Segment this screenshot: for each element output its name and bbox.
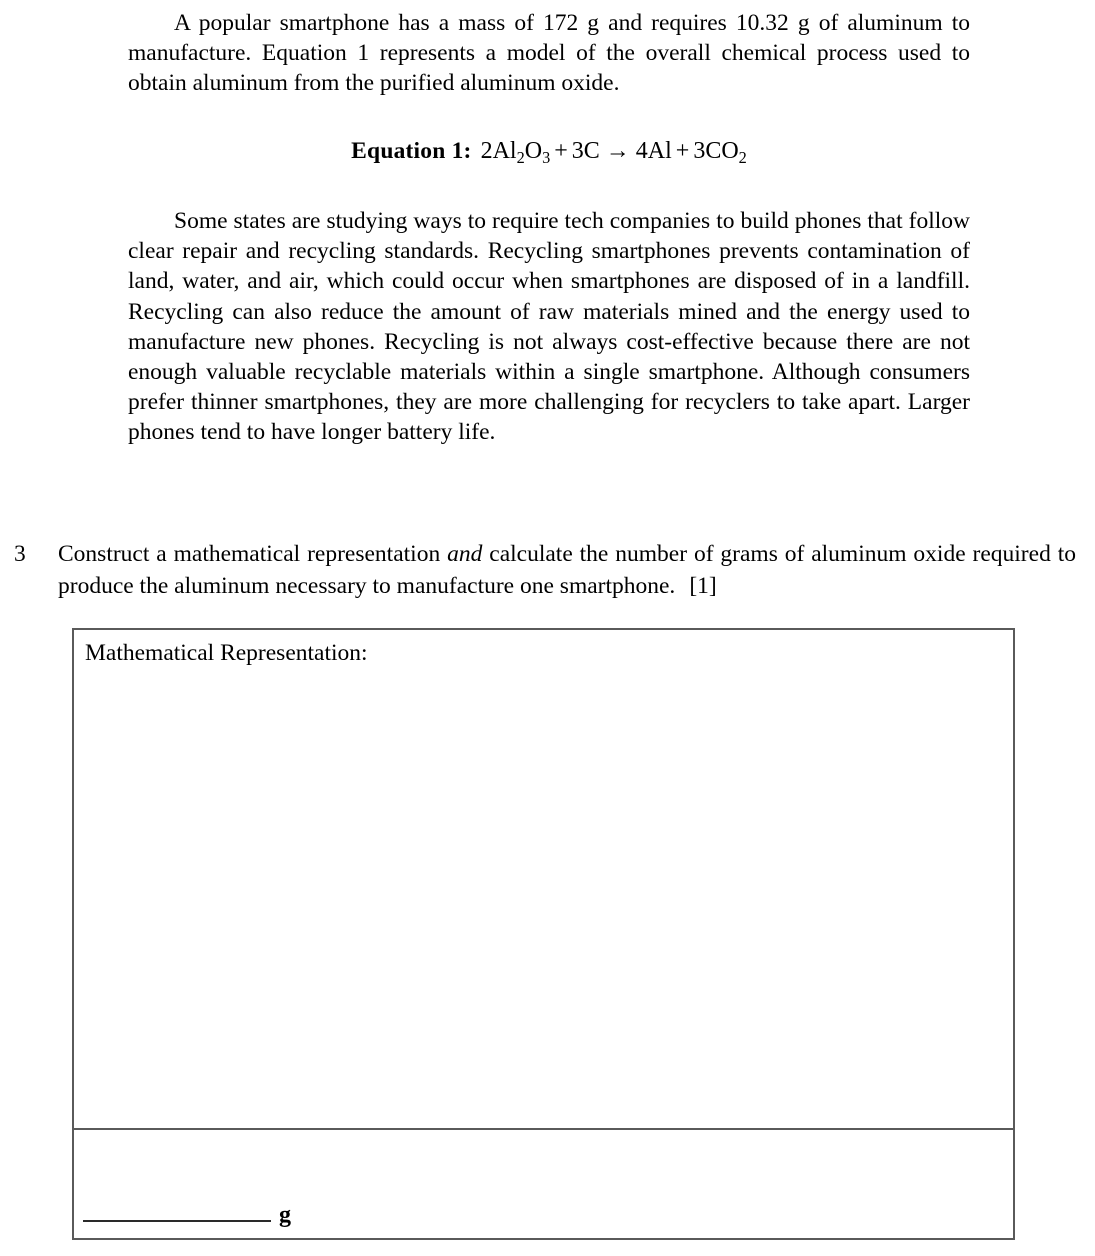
question-text [58, 538, 1076, 602]
answer-work-area[interactable] [74, 630, 1013, 1130]
equation-reactant-1-coefficient: 2 [480, 138, 493, 164]
question-text-emphasis: and [447, 541, 483, 567]
equation-reactant-2: 3C [571, 138, 600, 164]
equation-plus-1: + [554, 138, 568, 164]
equation-product-1: 4Al [635, 138, 672, 164]
equation-label: Equation 1: [351, 138, 472, 164]
answer-blank-field[interactable] [83, 1198, 271, 1222]
equation-plus-2: + [675, 138, 690, 164]
equation-arrow-icon: → [605, 138, 630, 164]
equation-reactant-1-element-1: Al [492, 138, 517, 164]
equation-product-2-subscript: 2 [738, 148, 747, 168]
equation-reactant-1-element-2: O [524, 138, 543, 164]
answer-box[interactable] [72, 628, 1015, 1240]
stimulus-block-1 [128, 8, 970, 99]
equation-product-2: 3CO [693, 138, 739, 164]
question-text-part-2: calculate the number of grams of aluminum oxide required to produce the aluminum necessary to manufacture one smartphone. [58, 541, 1076, 599]
answer-final-area[interactable] [74, 1130, 1013, 1238]
stimulus-paragraph-2: Some states are studying ways to require tech companies to build phones that follow clear repair and recycling standards. Recycling smartphones prevents contamination of land, water, and air, which could occur when smartphones are disposed of in a landfill. Recycling can also reduce the amount of raw materials mined and the energy used to manufacture new phones. Recycling is not always cost-effective because there are not enough valuable recyclable materials within a single smartphone. Although consumers prefer thinner smartphones, they are more challenging for recyclers to take apart. Larger phones tend to have longer battery life. [128, 208, 970, 446]
stimulus-block-2 [128, 206, 970, 448]
equation-reactant-1-subscript-2: 3 [542, 148, 551, 168]
question-text-part-1: Construct a mathematical representation [58, 541, 448, 567]
answer-final-line [83, 1198, 291, 1230]
answer-unit-label: g [279, 1202, 291, 1228]
equation-body [480, 138, 747, 168]
question-marks: [1] [689, 573, 717, 599]
answer-work-label: Mathematical Representation: [85, 640, 368, 666]
stimulus-paragraph-1: A popular smartphone has a mass of 172 g and requires 10.32 g of aluminum to manufacture. Equation 1 represents a model of the overall chemical process used to obtain aluminum from the purified aluminum oxide. [128, 10, 970, 97]
question-number: 3 [14, 541, 26, 567]
equation-reactant-1-subscript-1: 2 [516, 148, 525, 168]
equation-1-line [128, 136, 970, 166]
